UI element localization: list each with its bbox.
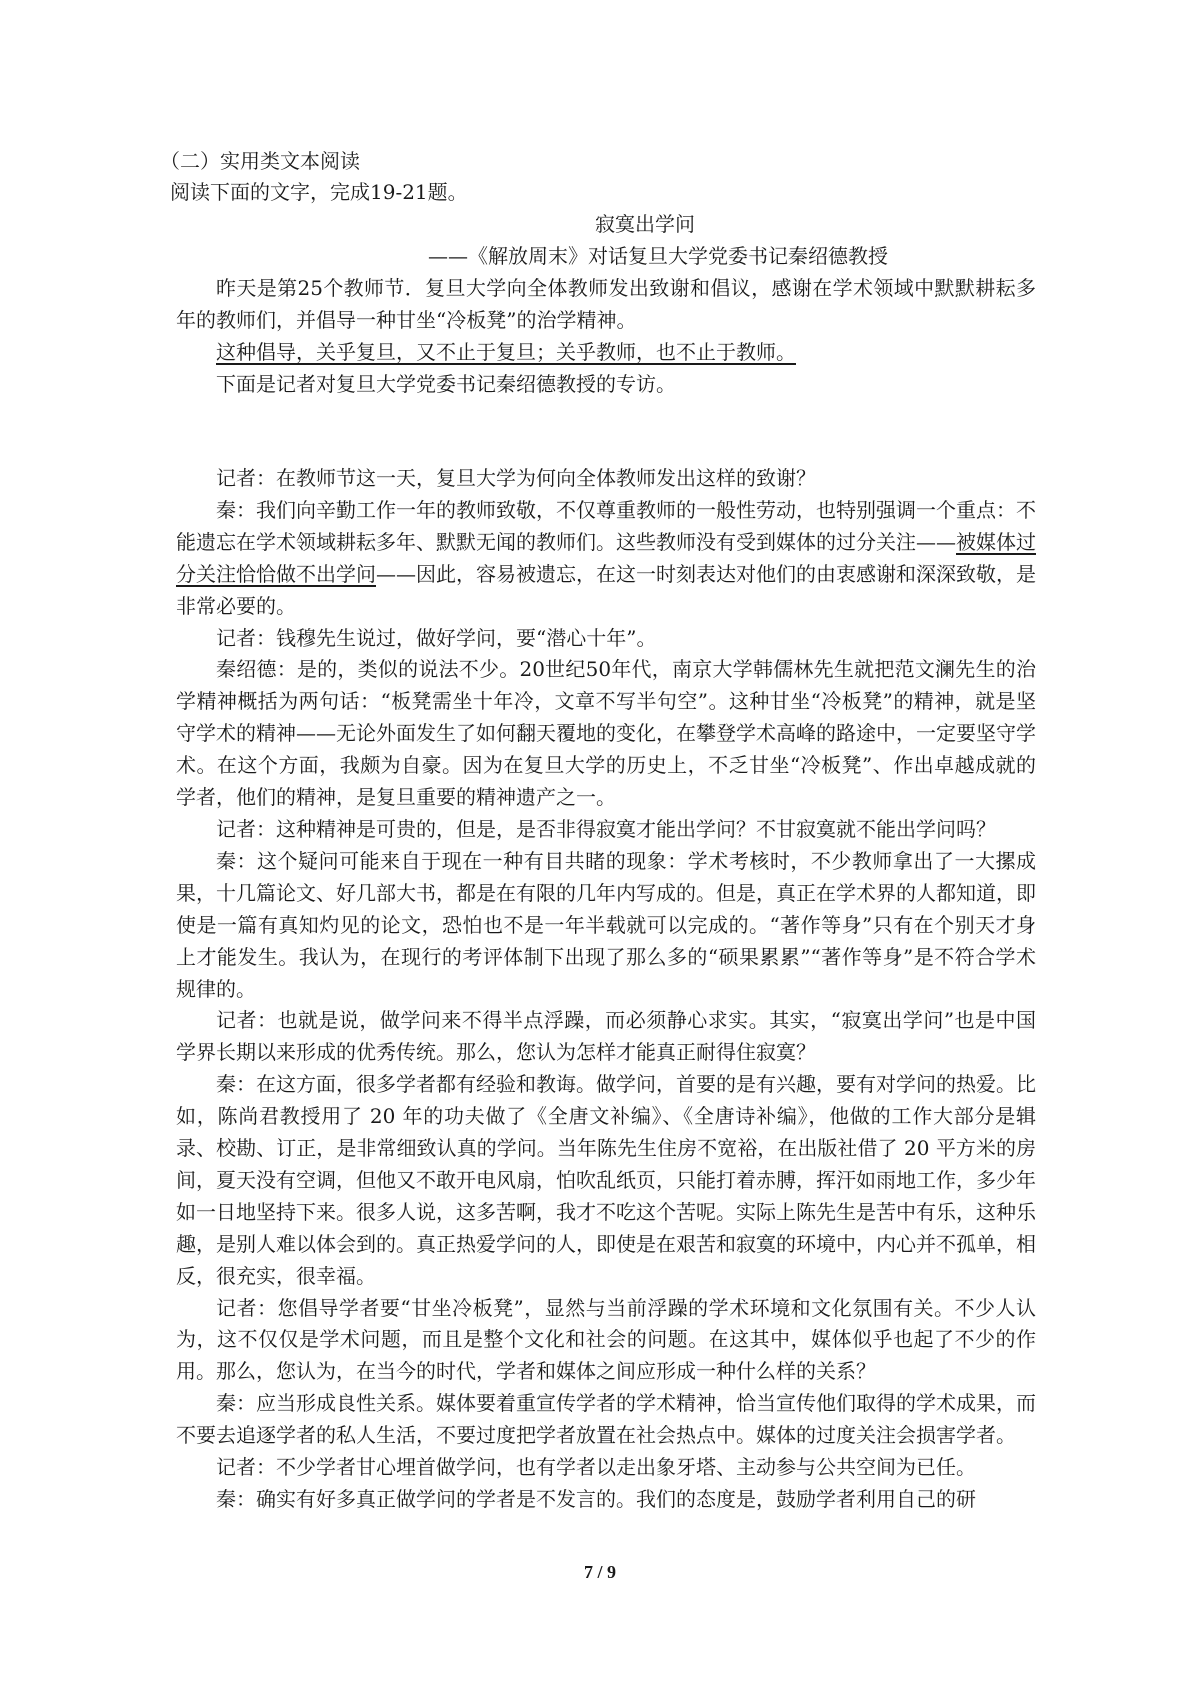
dialogue-text: 秦：我们向辛勤工作一年的教师致敬，不仅尊重教师的一般性劳动，也特别强调一个重点：不能遗忘在学术领域耕耘多年、默默无闻的教师们。这些教师没有受到媒体的过分关注—— <box>176 497 1036 554</box>
dialogue-paragraph: 秦：在这方面，很多学者都有经验和教诲。做学问，首要的是有兴趣，要有对学问的热爱。比如，陈尚君教授用了 20 年的功夫做了《全唐文补编》、《全唐诗补编》，他做的工作大部分是辑录、校勘、订正，是非常细致认真的学问。当年陈先生住房不宽裕，在出版社借了 20 平方米的房间，夏天没有空调，但他又不敢开电风扇，怕吹乱纸页，只能打着赤膊，挥汗如雨地工作，多少年如一日地坚持下来。很多人说，这多苦啊，我才不吃这个苦呢。实际上陈先生是苦中有乐，这种乐趣，是别人难以体会到的。真正热爱学问的人，即使是在艰苦和寂寞的环境中，内心并不孤单，相反，很充实，很幸福。 <box>176 1072 1036 1288</box>
dialogue-paragraph: 记者：不少学者甘心埋首做学问，也有学者以走出象牙塔、主动参与公共空间为已任。 <box>216 1455 976 1480</box>
reading-instruction: 阅读下面的文字，完成19-21题。 <box>170 180 468 204</box>
dialogue-paragraph <box>176 495 1036 623</box>
page-number: 7 / 9 <box>583 1562 616 1582</box>
intro-paragraph: 昨天是第25个教师节．复旦大学向全体教师发出致谢和倡议，感谢在学术领域中默默耕耘多年的教师们，并倡导一种甘坐“冷板凳”的治学精神。 <box>176 276 1036 332</box>
dialogue-paragraph: 记者：钱穆先生说过，做好学问，要“潜心十年”。 <box>216 625 657 650</box>
intro-paragraph: 下面是记者对复旦大学党委书记秦绍德教授的专访。 <box>216 371 676 396</box>
interview-dialogue <box>176 463 1036 1516</box>
article-intro <box>176 273 1036 401</box>
dialogue-paragraph: 秦：应当形成良性关系。媒体要着重宣传学者的学术精神，恰当宣传他们取得的学术成果，而不要去追逐学者的私人生活，不要过度把学者放置在社会热点中。媒体的过度关注会损害学者。 <box>176 1391 1036 1448</box>
dialogue-text: ——因此，容易被遗忘，在这一时刻表达对他们的由衷感谢和深深致敬，是非常必要的。 <box>176 561 1036 618</box>
dialogue-paragraph: 记者：在教师节这一天，复旦大学为何向全体教师发出这样的致谢？ <box>216 466 816 490</box>
underlined-phrase: 被媒体过分关注恰恰做不出学问 <box>176 529 1036 586</box>
dialogue-paragraph: 秦：这个疑问可能来自于现在一种有目共睹的现象：学术考核时，不少教师拿出了一大摞成果，十几篇论文、好几部大书，都是在有限的几年内写成的。但是，真正在学术界的人都知道，即使是一篇有真知灼见的论文，恐怕也不是一年半载就可以完成的。“著作等身”只有在个别天才身上才能发生。我认为，在现行的考评体制下出现了那么多的“硕果累累”“著作等身”是不符合学术规律的。 <box>176 848 1036 1001</box>
article-title: 寂寞出学问 <box>595 212 695 236</box>
dialogue-paragraph: 秦绍德：是的，类似的说法不少。20世纪50年代，南京大学韩儒林先生就把范文澜先生的治学精神概括为两句话：“板凳需坐十年冷，文章不写半句空”。这种甘坐“冷板凳”的精神，就是坚守学术的精神——无论外面发生了如何翻天覆地的变化，在攀登学术高峰的路途中，一定要坚守学术。在这个方面，我颇为自豪。因为在复旦大学的历史上，不乏甘坐“冷板凳”、作出卓越成就的学者，他们的精神，是复旦重要的精神遗产之一。 <box>176 657 1036 810</box>
intro-paragraph-underlined <box>176 337 1036 369</box>
dialogue-paragraph: 记者：这种精神是可贵的，但是，是否非得寂寞才能出学问？不甘寂寞就不能出学问吗？ <box>216 816 996 841</box>
section-title: （二）实用类文本阅读 <box>160 149 360 173</box>
underlined-sentence: 这种倡导，关乎复旦，又不止于复旦；关乎教师，也不止于教师。 <box>216 339 796 364</box>
article-subtitle: ——《解放周末》对话复旦大学党委书记秦绍德教授 <box>428 244 888 268</box>
dialogue-paragraph: 记者：也就是说，做学问来不得半点浮躁，而必须静心求实。其实，“寂寞出学问”也是中国学界长期以来形成的优秀传统。那么，您认为怎样才能真正耐得住寂寞？ <box>176 1008 1036 1065</box>
dialogue-paragraph: 记者：您倡导学者要“甘坐冷板凳”，显然与当前浮躁的学术环境和文化氛围有关。不少人认为，这不仅仅是学术问题，而且是整个文化和社会的问题。在这其中，媒体似乎也起了不少的作用。那么，您认为，在当今的时代，学者和媒体之间应形成一种什么样的关系？ <box>176 1295 1036 1384</box>
dialogue-paragraph: 秦：确实有好多真正做学问的学者是不发言的。我们的态度是，鼓励学者利用自己的研 <box>216 1487 976 1511</box>
